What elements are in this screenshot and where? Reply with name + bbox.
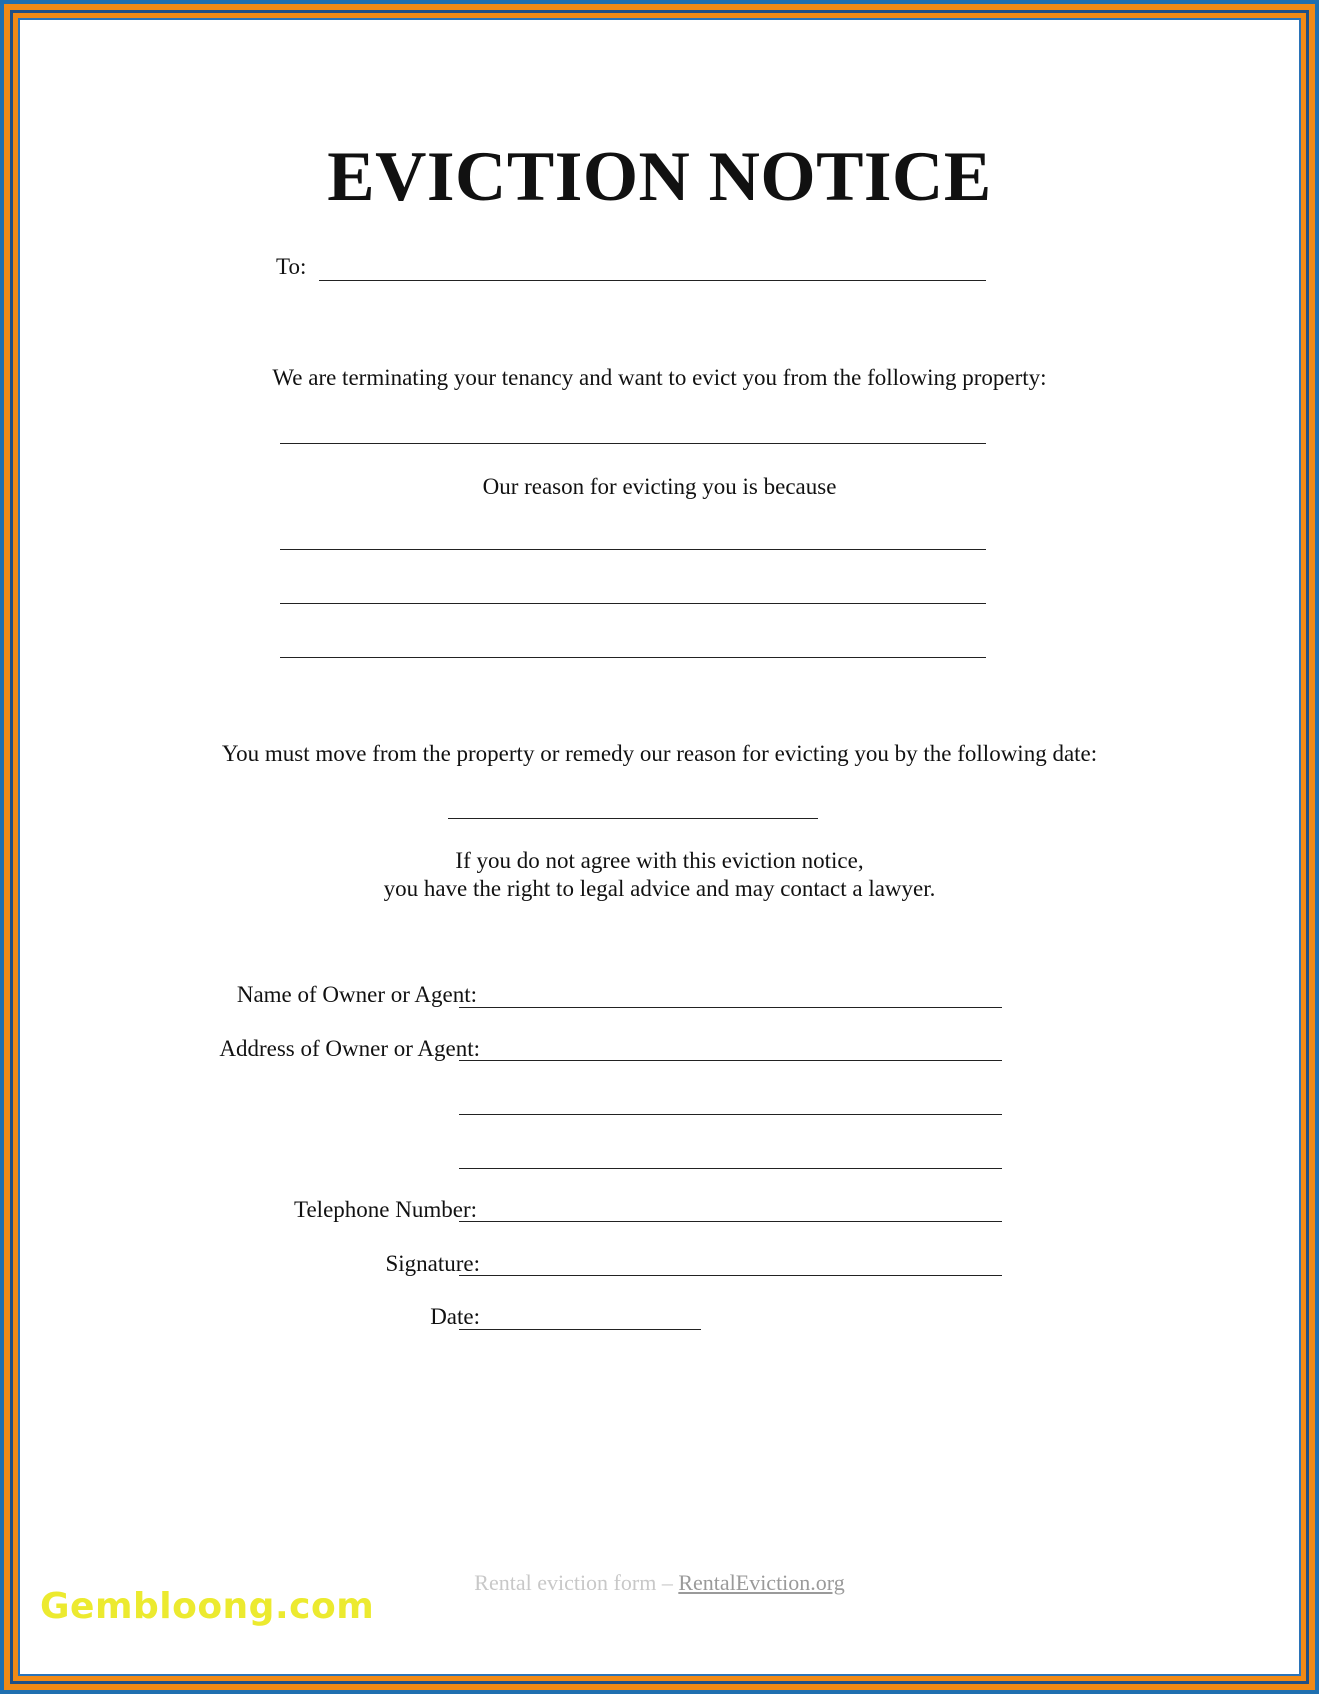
legal-advice-line-2: you have the right to legal advice and may contact a lawyer.: [383, 876, 936, 901]
footer-prefix: Rental eviction form –: [474, 1570, 679, 1595]
owner-name-field-line[interactable]: [459, 1007, 1002, 1008]
legal-advice-line-1: If you do not agree with this eviction notice,: [455, 848, 864, 873]
reason-field-line-3[interactable]: [280, 657, 986, 658]
date-field-line[interactable]: [459, 1329, 701, 1330]
intro-text: We are terminating your tenancy and want to evict you from the following property:: [272, 365, 1047, 390]
owner-address-label: Address of Owner or Agent:: [219, 1036, 480, 1061]
to-label: To:: [276, 254, 307, 279]
owner-address-field-line-1[interactable]: [459, 1060, 1002, 1061]
signature-field-line[interactable]: [459, 1275, 1002, 1276]
date-label: Date:: [430, 1304, 480, 1329]
move-date-field-line[interactable]: [448, 818, 818, 819]
to-field-line[interactable]: [319, 280, 986, 281]
document-title: EVICTION NOTICE: [327, 138, 992, 216]
telephone-label: Telephone Number:: [294, 1197, 477, 1222]
move-notice-text: You must move from the property or remedy our reason for evicting you by the following date:: [221, 741, 1098, 766]
owner-name-label: Name of Owner or Agent:: [236, 982, 477, 1007]
owner-address-field-line-2[interactable]: [459, 1114, 1002, 1115]
watermark-text: Gembloong.com: [40, 1586, 375, 1627]
footer-link[interactable]: RentalEviction.org: [678, 1570, 845, 1595]
reason-field-line-1[interactable]: [280, 549, 986, 550]
reason-intro-text: Our reason for evicting you is because: [482, 474, 837, 499]
document-page: [22, 22, 1297, 1672]
telephone-field-line[interactable]: [459, 1221, 1002, 1222]
property-field-line[interactable]: [280, 443, 986, 444]
owner-address-field-line-3[interactable]: [459, 1168, 1002, 1169]
reason-field-line-2[interactable]: [280, 603, 986, 604]
signature-label: Signature:: [385, 1251, 480, 1276]
